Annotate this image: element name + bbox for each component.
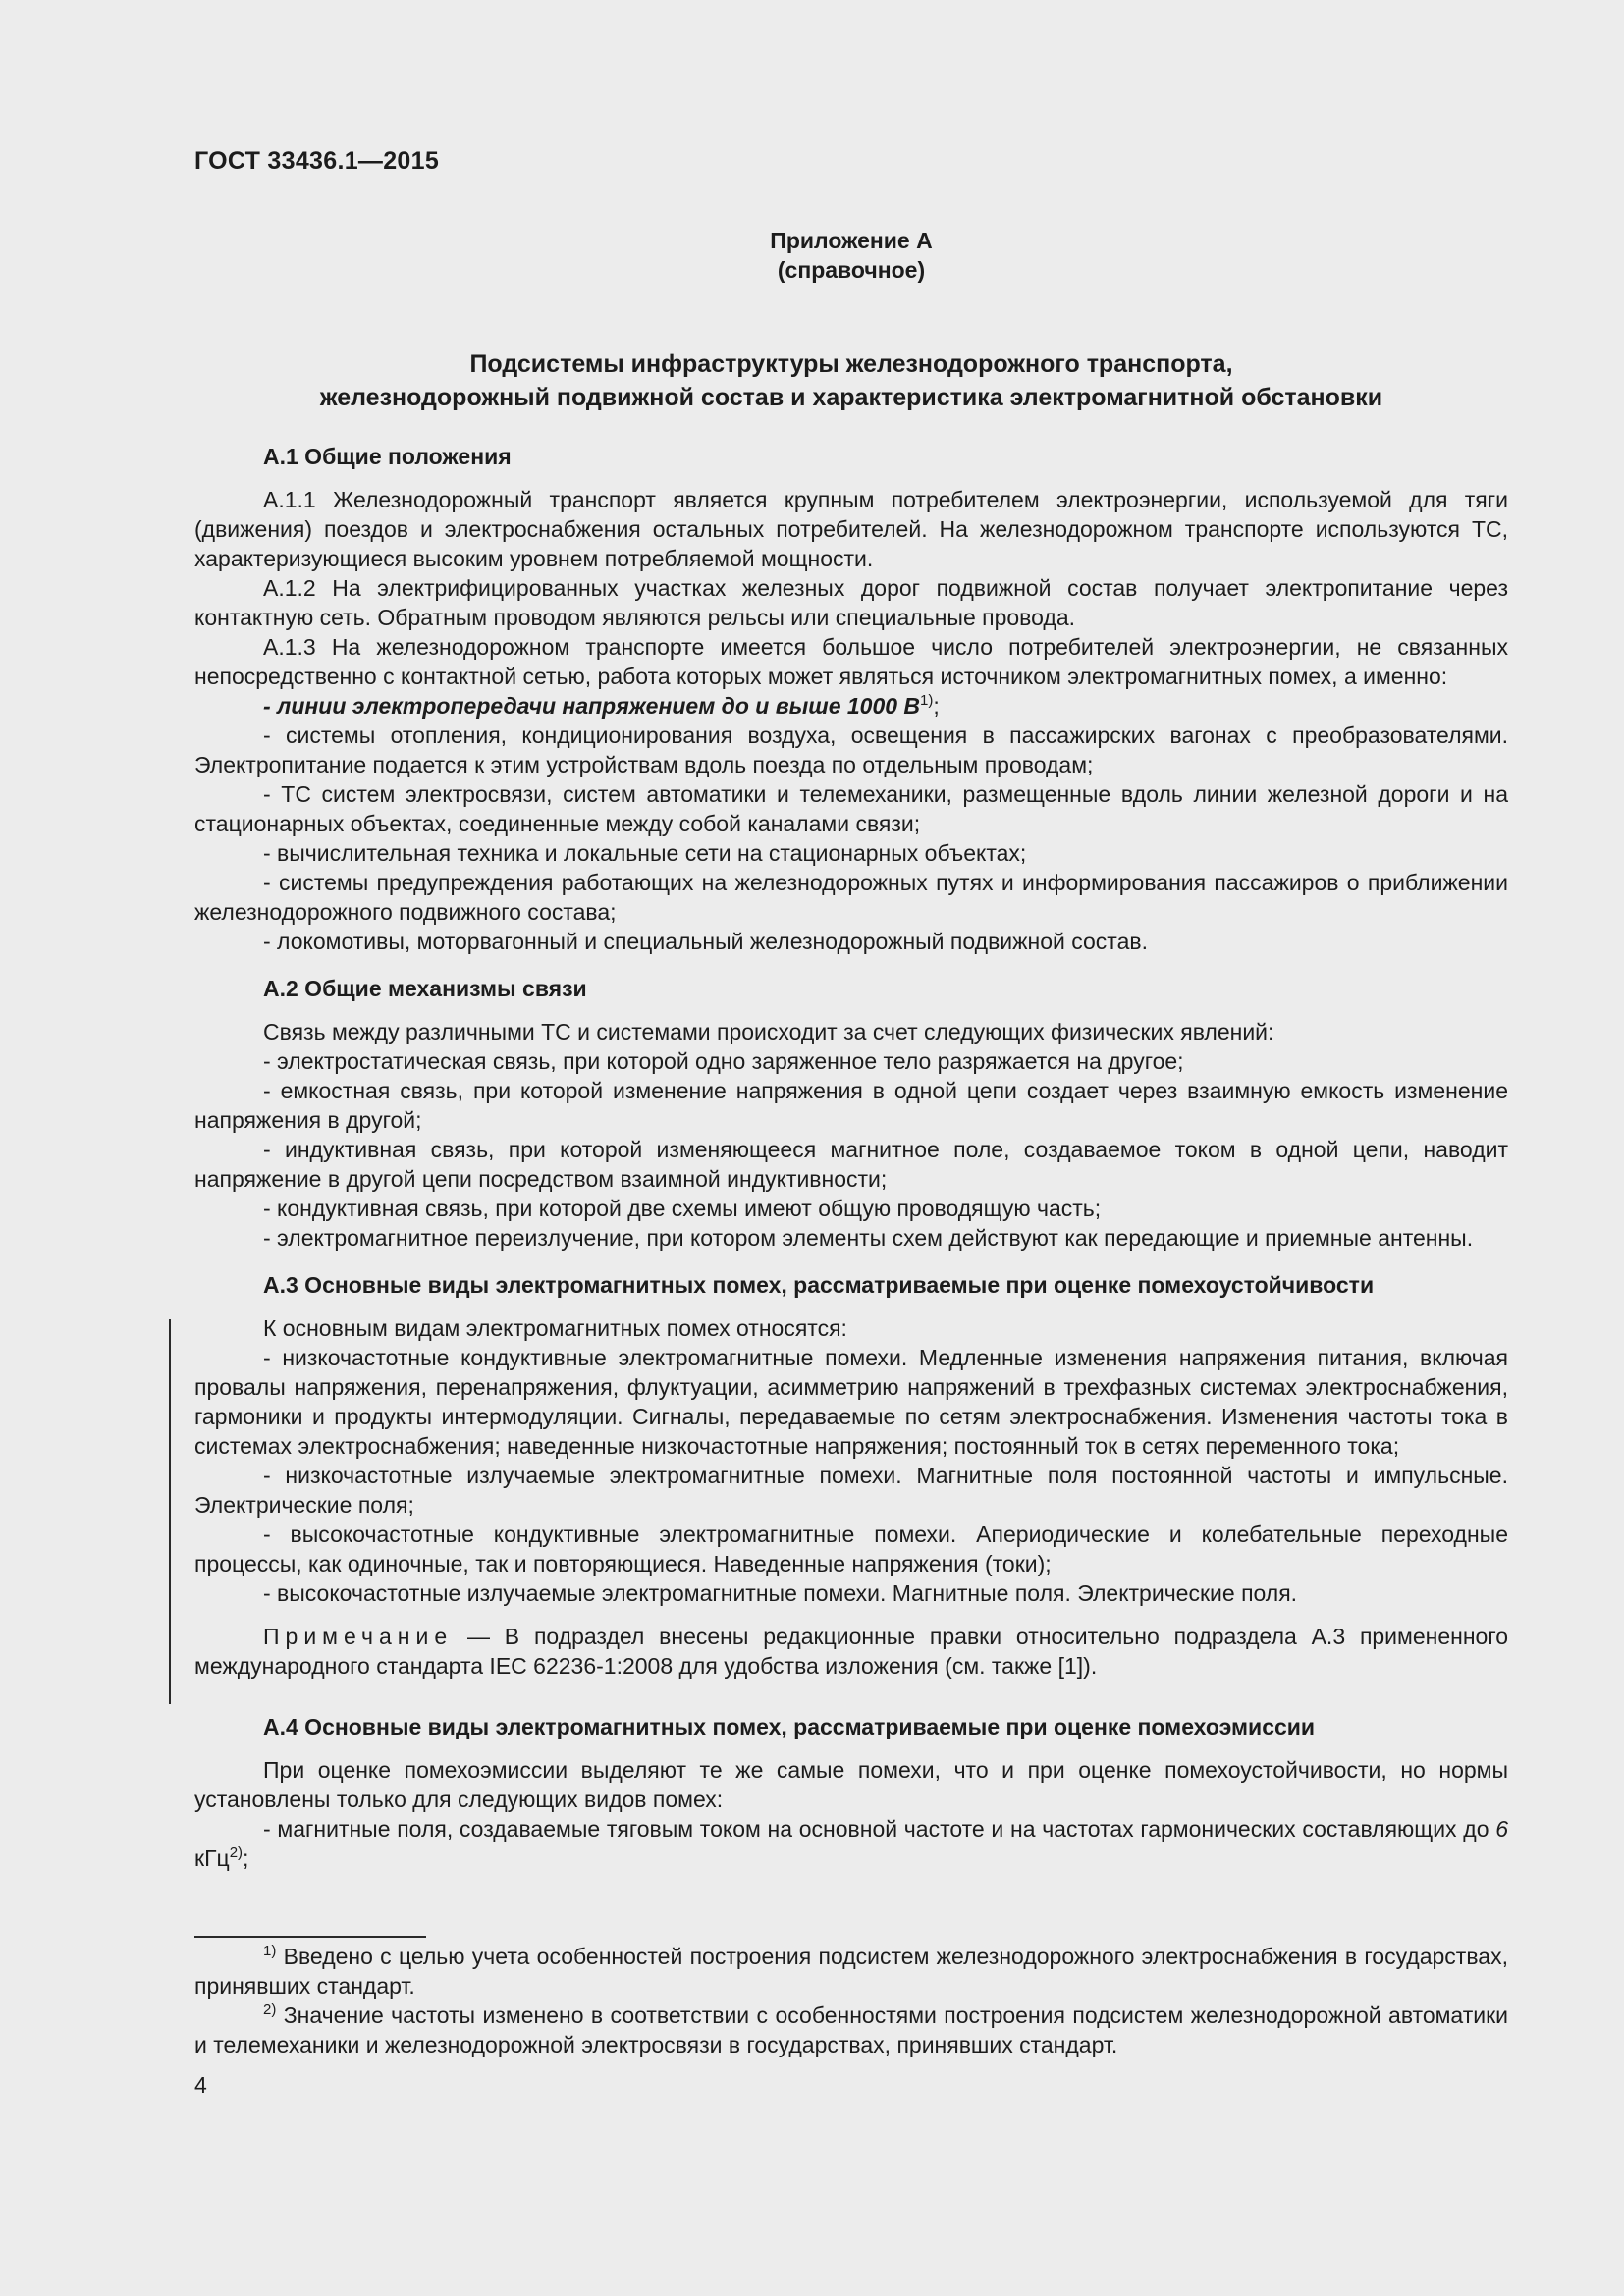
list-item: - кондуктивная связь, при которой две схемы имеют общую проводящую часть;	[263, 1196, 1102, 1221]
list-item: - электростатическая связь, при которой одно заряженное тело разряжается на другое;	[263, 1048, 1184, 1074]
bold-list-text: - линии электропередачи напряжением до и выше 1000 В	[263, 693, 921, 719]
note-paragraph	[194, 1622, 1508, 1681]
list-item: - высокочастотные излучаемые электромагнитные помехи. Магнитные поля. Электрические поля.	[263, 1580, 1298, 1606]
footnote-text: Введено с целью учета особенностей построения подсистем железнодорожного электроснабжения в государствах, принявших стандарт.	[194, 1944, 1508, 1999]
footnote-mark: 2)	[263, 2002, 277, 2018]
list-item: - высокочастотные кондуктивные электромагнитные помехи. Апериодические и колебательные переходные процессы, как одиночные, так и повторяющиеся. Наведенные напряжения (токи);	[194, 1522, 1508, 1576]
main-title-line-1: Подсистемы инфраструктуры железнодорожного транспорта,	[469, 350, 1233, 378]
footnote-2	[194, 2001, 1508, 2059]
paragraph-a1-2: А.1.2 На электрифицированных участках железных дорог подвижной состав получает электропитание через контактную сеть. Обратным проводом являются рельсы или специальные провода.	[194, 575, 1508, 630]
list-item	[194, 1814, 1508, 1873]
paragraph-a1-3: А.1.3 На железнодорожном транспорте имеется большое число потребителей электроэнергии, не связанных непосредственно с контактной сетью, работа которых может являться источником электромагнитных помех, а именно:	[194, 634, 1508, 689]
list-item: - вычислительная техника и локальные сети на стационарных объектах;	[263, 840, 1027, 866]
list-item: - системы предупреждения работающих на железнодорожных путях и информирования пассажиров о приближении железнодорожного подвижного состава;	[194, 870, 1508, 925]
section-heading-a4: А.4 Основные виды электромагнитных помех, рассматриваемые при оценке помехоэмиссии	[263, 1714, 1316, 1739]
list-item-text: - магнитные поля, создаваемые тяговым током на основной частоте и на частотах гармонических составляющих до	[263, 1816, 1496, 1842]
footnote-ref: 1)	[920, 692, 934, 709]
unit-text: кГц	[194, 1845, 230, 1871]
list-item-tail: ;	[243, 1845, 249, 1871]
paragraph-a1-1: А.1.1 Железнодорожный транспорт является крупным потребителем электроэнергии, используемой для тяги (движения) поездов и электроснабжения остальных потребителей. На железнодорожном транспорте используются ТС, характеризующиеся высоким уровнем потребляемой мощности.	[194, 487, 1508, 571]
list-item: - низкочастотные кондуктивные электромагнитные помехи. Медленные изменения напряжения питания, включая провалы напряжения, перенапряжения, флуктуации, асимметрию напряжений в трехфазных системах электроснабжения, гармоники и продукты интермодуляции. Сигналы, передаваемые по сетям электроснабжения. Изменения частоты тока в системах электроснабжения; наведенные низкочастотные напряжения; постоянный ток в сетях переменного тока;	[194, 1345, 1508, 1459]
list-item: - индуктивная связь, при которой изменяющееся магнитное поле, создаваемое током в одной цепи, наводит напряжение в другой цепи посредством взаимной индуктивности;	[194, 1137, 1508, 1192]
footnotes	[194, 1942, 1508, 2059]
annex-title: Приложение А	[770, 228, 933, 253]
list-item	[194, 691, 1508, 721]
footnote-mark: 1)	[263, 1943, 277, 1959]
section-heading-a1: А.1 Общие положения	[263, 444, 512, 469]
annex-main-title	[194, 347, 1508, 414]
annex-heading	[194, 226, 1508, 285]
footnote-text: Значение частоты изменено в соответствии с особенностями построения подсистем железнодорожной автоматики и телемеханики и железнодорожной электросвязи в государствах, принявших стандарт.	[194, 2002, 1508, 2057]
list-item: - емкостная связь, при которой изменение напряжения в одной цепи создает через взаимную емкость изменение напряжения в другой;	[194, 1078, 1508, 1133]
main-title-line-2: железнодорожный подвижной состав и характеристика электромагнитной обстановки	[319, 384, 1383, 411]
footnote-separator	[194, 1936, 426, 1938]
footnote-ref: 2)	[229, 1844, 244, 1861]
section-heading-a2: А.2 Общие механизмы связи	[263, 976, 587, 1001]
list-item-tail: ;	[933, 693, 940, 719]
annex-body	[194, 442, 1508, 1873]
list-item: - электромагнитное переизлучение, при котором элементы схем действуют как передающие и приемные антенны.	[263, 1225, 1474, 1251]
list-item: - системы отопления, кондиционирования воздуха, освещения в пассажирских вагонах с преобразователями. Электропитание подается к этим устройствам вдоль поезда по отдельным проводам;	[194, 722, 1508, 777]
list-item: - локомотивы, моторвагонный и специальный железнодорожный подвижной состав.	[263, 929, 1148, 954]
page-number: 4	[194, 2072, 207, 2098]
paragraph-a3-intro: К основным видам электромагнитных помех относятся:	[263, 1315, 847, 1341]
change-bar	[169, 1319, 171, 1704]
italic-value: 6	[1495, 1816, 1508, 1842]
list-item: - ТС систем электросвязи, систем автоматики и телемеханики, размещенные вдоль линии железной дороги и на стационарных объектах, соединенные между собой каналами связи;	[194, 781, 1508, 836]
annex-type: (справочное)	[777, 257, 926, 283]
document-code: ГОСТ 33436.1—2015	[194, 147, 440, 175]
section-heading-a3: А.3 Основные виды электромагнитных помех, рассматриваемые при оценке помехоустойчивости	[263, 1272, 1375, 1298]
list-item: - низкочастотные излучаемые электромагнитные помехи. Магнитные поля постоянной частоты и импульсные. Электрические поля;	[194, 1463, 1508, 1518]
note-label: Примечание	[263, 1624, 454, 1649]
paragraph-a2-intro: Связь между различными ТС и системами происходит за счет следующих физических явлений:	[263, 1019, 1274, 1044]
note-text: — В подраздел внесены редакционные правки относительно подраздела А.3 примененного международного стандарта IEC 62236-1:2008 для удобства изложения (см. также [1]).	[194, 1624, 1508, 1679]
paragraph-a4-intro: При оценке помехоэмиссии выделяют те же самые помехи, что и при оценке помехоустойчивости, но нормы установлены только для следующих видов помех:	[194, 1757, 1508, 1812]
footnote-1	[194, 1942, 1508, 2001]
